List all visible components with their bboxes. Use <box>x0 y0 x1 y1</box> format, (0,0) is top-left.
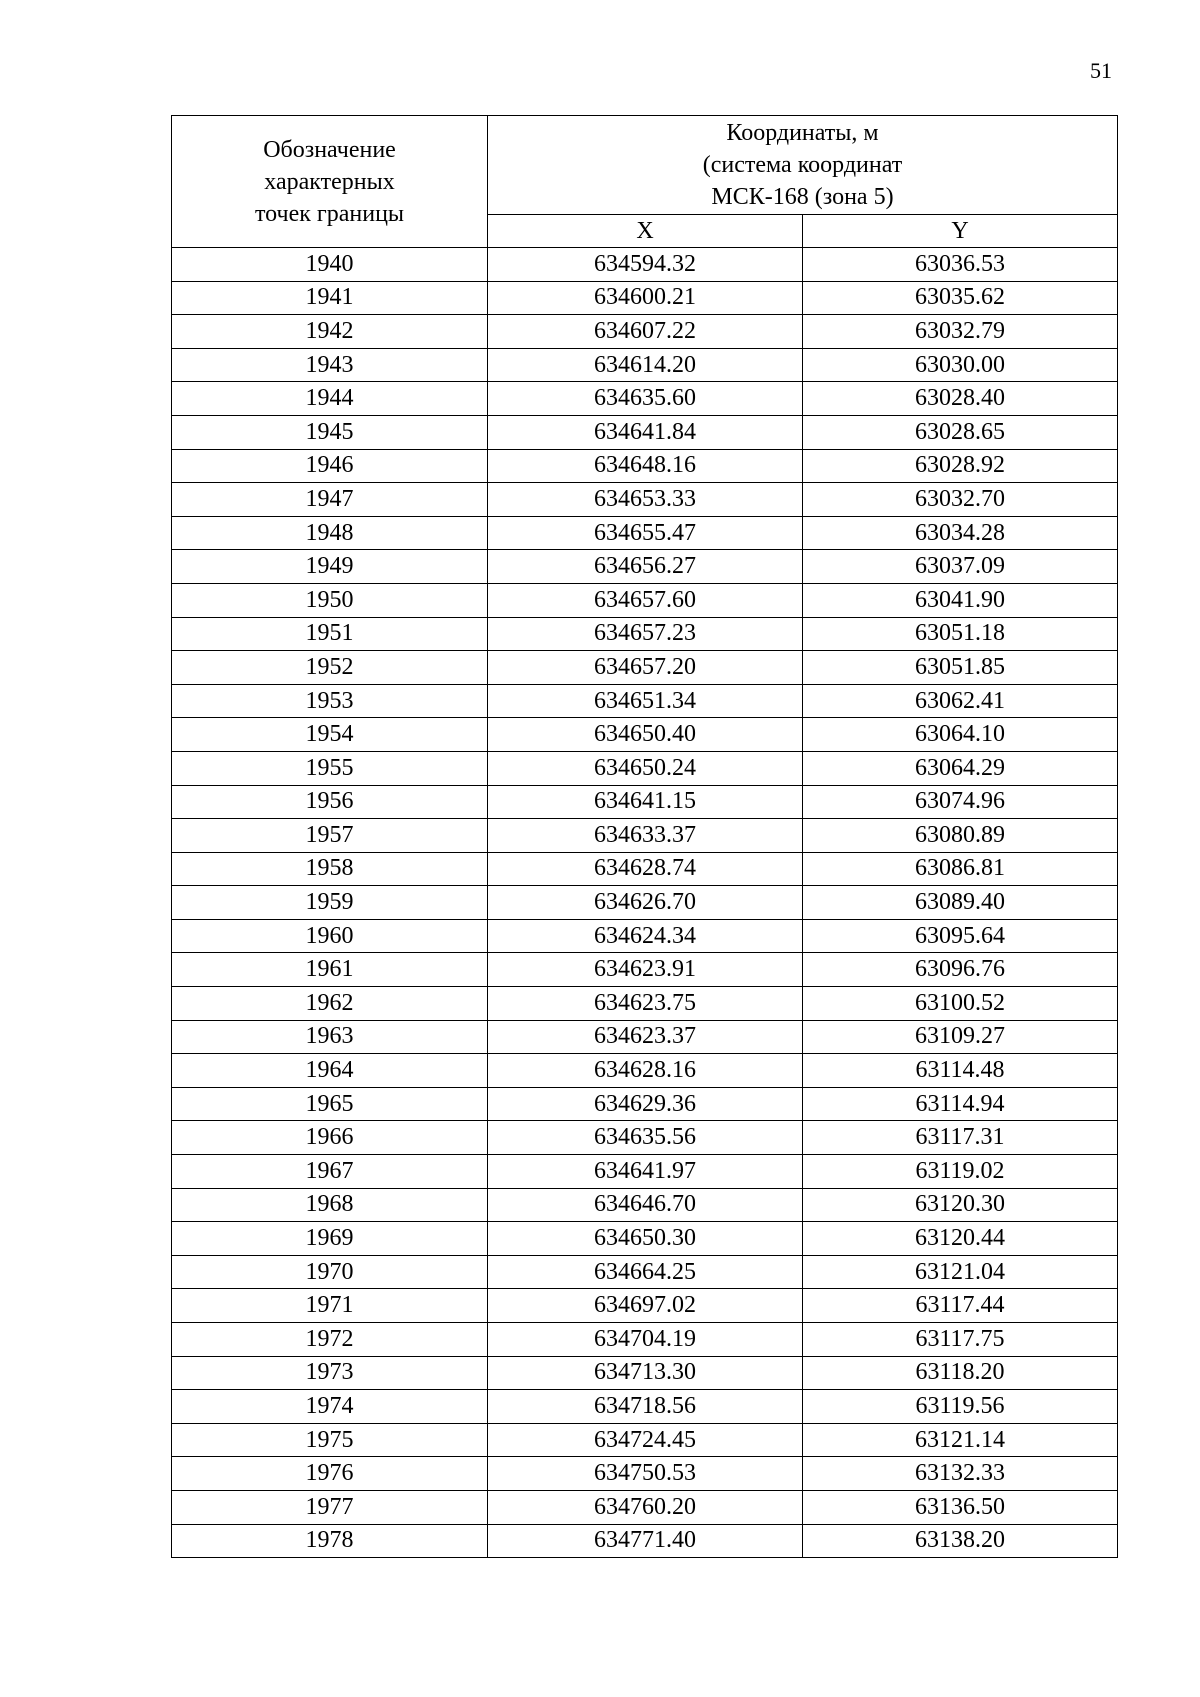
table-row <box>172 1356 1118 1390</box>
y-coordinate-cell: 63114.48 <box>803 1054 1118 1088</box>
y-coordinate-cell: 63120.44 <box>803 1222 1118 1256</box>
point-id-cell: 1972 <box>172 1323 488 1357</box>
x-coordinate-cell: 634628.74 <box>488 852 803 886</box>
table-row <box>172 1457 1118 1491</box>
point-id-cell: 1948 <box>172 516 488 550</box>
x-coordinate-cell: 634718.56 <box>488 1390 803 1424</box>
table-row <box>172 1255 1118 1289</box>
coordinates-header-line: МСК-168 (зона 5) <box>711 184 894 210</box>
y-coordinate-cell: 63062.41 <box>803 684 1118 718</box>
x-coordinate-cell: 634594.32 <box>488 248 803 282</box>
header-row-top <box>172 116 1118 215</box>
x-coordinate-cell: 634653.33 <box>488 483 803 517</box>
x-coordinate-cell: 634624.34 <box>488 919 803 953</box>
y-coordinate-cell: 63074.96 <box>803 785 1118 819</box>
table-row <box>172 751 1118 785</box>
table-row <box>172 382 1118 416</box>
point-id-cell: 1946 <box>172 449 488 483</box>
table-row <box>172 1087 1118 1121</box>
y-coordinate-cell: 63138.20 <box>803 1524 1118 1558</box>
table-row <box>172 819 1118 853</box>
x-coordinate-cell: 634635.56 <box>488 1121 803 1155</box>
table-row <box>172 1054 1118 1088</box>
point-id-cell: 1978 <box>172 1524 488 1558</box>
point-id-cell: 1971 <box>172 1289 488 1323</box>
y-coordinate-cell: 63028.40 <box>803 382 1118 416</box>
point-id-cell: 1967 <box>172 1155 488 1189</box>
point-id-cell: 1941 <box>172 281 488 315</box>
y-coordinate-cell: 63028.92 <box>803 449 1118 483</box>
point-id-cell: 1956 <box>172 785 488 819</box>
point-id-cell: 1966 <box>172 1121 488 1155</box>
table-row <box>172 550 1118 584</box>
table-body <box>172 248 1118 1558</box>
point-id-cell: 1959 <box>172 886 488 920</box>
table-header <box>172 116 1118 248</box>
table-row <box>172 953 1118 987</box>
x-coordinate-cell: 634623.37 <box>488 1020 803 1054</box>
x-coordinate-cell: 634600.21 <box>488 281 803 315</box>
y-coordinate-cell: 63136.50 <box>803 1490 1118 1524</box>
y-coordinate-cell: 63117.75 <box>803 1323 1118 1357</box>
point-id-cell: 1957 <box>172 819 488 853</box>
y-coordinate-cell: 63120.30 <box>803 1188 1118 1222</box>
table-row <box>172 886 1118 920</box>
x-coordinate-cell: 634650.40 <box>488 718 803 752</box>
point-id-cell: 1943 <box>172 348 488 382</box>
y-coordinate-cell: 63032.70 <box>803 483 1118 517</box>
coordinates-table <box>171 115 1118 1558</box>
table-row <box>172 617 1118 651</box>
table-row <box>172 348 1118 382</box>
x-coordinate-cell: 634650.24 <box>488 751 803 785</box>
x-coordinate-cell: 634704.19 <box>488 1323 803 1357</box>
point-id-cell: 1958 <box>172 852 488 886</box>
x-coordinate-cell: 634713.30 <box>488 1356 803 1390</box>
table-row <box>172 651 1118 685</box>
y-coordinate-cell: 63089.40 <box>803 886 1118 920</box>
table-row <box>172 1289 1118 1323</box>
point-id-cell: 1955 <box>172 751 488 785</box>
y-coordinate-cell: 63051.85 <box>803 651 1118 685</box>
table-row <box>172 1155 1118 1189</box>
point-id-cell: 1969 <box>172 1222 488 1256</box>
x-coordinate-cell: 634771.40 <box>488 1524 803 1558</box>
designation-header-line: характерных <box>264 168 395 195</box>
x-coordinate-cell: 634607.22 <box>488 315 803 349</box>
point-id-cell: 1960 <box>172 919 488 953</box>
designation-header-line: Обозначение <box>263 136 396 163</box>
coordinates-header <box>488 116 1118 215</box>
table-row <box>172 1020 1118 1054</box>
x-coordinate-cell: 634651.34 <box>488 684 803 718</box>
table-row <box>172 449 1118 483</box>
x-coordinate-cell: 634750.53 <box>488 1457 803 1491</box>
table-row <box>172 1524 1118 1558</box>
y-coordinate-cell: 63051.18 <box>803 617 1118 651</box>
x-coordinate-cell: 634655.47 <box>488 516 803 550</box>
table-row <box>172 483 1118 517</box>
point-id-cell: 1977 <box>172 1490 488 1524</box>
point-id-cell: 1961 <box>172 953 488 987</box>
y-coordinate-cell: 63117.31 <box>803 1121 1118 1155</box>
table-row <box>172 516 1118 550</box>
x-coordinate-cell: 634641.15 <box>488 785 803 819</box>
x-coordinate-cell: 634623.91 <box>488 953 803 987</box>
table-row <box>172 1490 1118 1524</box>
x-coordinate-cell: 634626.70 <box>488 886 803 920</box>
table-row <box>172 315 1118 349</box>
designation-header-line: точек границы <box>254 200 405 227</box>
y-coordinate-cell: 63035.62 <box>803 281 1118 315</box>
y-coordinate-cell: 63041.90 <box>803 583 1118 617</box>
y-coordinate-cell: 63086.81 <box>803 852 1118 886</box>
x-coordinate-cell: 634635.60 <box>488 382 803 416</box>
x-coordinate-cell: 634650.30 <box>488 1222 803 1256</box>
point-id-cell: 1970 <box>172 1255 488 1289</box>
y-coordinate-cell: 63064.10 <box>803 718 1118 752</box>
y-coordinate-cell: 63036.53 <box>803 248 1118 282</box>
table-row <box>172 583 1118 617</box>
point-id-cell: 1950 <box>172 583 488 617</box>
x-coordinate-cell: 634641.97 <box>488 1155 803 1189</box>
x-coordinate-cell: 634628.16 <box>488 1054 803 1088</box>
x-coordinate-cell: 634657.20 <box>488 651 803 685</box>
table-row <box>172 1188 1118 1222</box>
y-coordinate-cell: 63121.14 <box>803 1423 1118 1457</box>
table-row <box>172 1390 1118 1424</box>
table-row <box>172 785 1118 819</box>
y-coordinate-cell: 63095.64 <box>803 919 1118 953</box>
coordinates-header-line: (система координат <box>702 152 903 178</box>
x-coordinate-cell: 634614.20 <box>488 348 803 382</box>
x-coordinate-cell: 634646.70 <box>488 1188 803 1222</box>
point-id-cell: 1940 <box>172 248 488 282</box>
y-coordinate-cell: 63100.52 <box>803 987 1118 1021</box>
y-coordinate-cell: 63114.94 <box>803 1087 1118 1121</box>
y-coordinate-cell: 63132.33 <box>803 1457 1118 1491</box>
table-row <box>172 684 1118 718</box>
designation-header <box>172 116 488 248</box>
x-coordinate-cell: 634664.25 <box>488 1255 803 1289</box>
y-coordinate-cell: 63109.27 <box>803 1020 1118 1054</box>
point-id-cell: 1974 <box>172 1390 488 1424</box>
x-coordinate-cell: 634656.27 <box>488 550 803 584</box>
point-id-cell: 1975 <box>172 1423 488 1457</box>
x-coordinate-cell: 634641.84 <box>488 415 803 449</box>
table-row <box>172 1222 1118 1256</box>
y-coordinate-cell: 63119.02 <box>803 1155 1118 1189</box>
y-coordinate-cell: 63034.28 <box>803 516 1118 550</box>
point-id-cell: 1976 <box>172 1457 488 1491</box>
point-id-cell: 1945 <box>172 415 488 449</box>
y-coordinate-cell: 63118.20 <box>803 1356 1118 1390</box>
y-coordinate-cell: 63037.09 <box>803 550 1118 584</box>
x-coordinate-cell: 634633.37 <box>488 819 803 853</box>
x-coordinate-cell: 634657.60 <box>488 583 803 617</box>
point-id-cell: 1942 <box>172 315 488 349</box>
x-coordinate-cell: 634657.23 <box>488 617 803 651</box>
x-coordinate-cell: 634697.02 <box>488 1289 803 1323</box>
point-id-cell: 1963 <box>172 1020 488 1054</box>
point-id-cell: 1962 <box>172 987 488 1021</box>
y-coordinate-cell: 63096.76 <box>803 953 1118 987</box>
y-coordinate-cell: 63030.00 <box>803 348 1118 382</box>
point-id-cell: 1949 <box>172 550 488 584</box>
coordinates-header-line: Координаты, м <box>726 120 879 146</box>
table-row <box>172 1423 1118 1457</box>
point-id-cell: 1953 <box>172 684 488 718</box>
point-id-cell: 1954 <box>172 718 488 752</box>
point-id-cell: 1964 <box>172 1054 488 1088</box>
point-id-cell: 1968 <box>172 1188 488 1222</box>
point-id-cell: 1944 <box>172 382 488 416</box>
x-column-header: X <box>488 215 803 248</box>
y-coordinate-cell: 63080.89 <box>803 819 1118 853</box>
table-row <box>172 718 1118 752</box>
x-coordinate-cell: 634724.45 <box>488 1423 803 1457</box>
point-id-cell: 1951 <box>172 617 488 651</box>
y-coordinate-cell: 63117.44 <box>803 1289 1118 1323</box>
x-coordinate-cell: 634629.36 <box>488 1087 803 1121</box>
x-coordinate-cell: 634623.75 <box>488 987 803 1021</box>
x-coordinate-cell: 634648.16 <box>488 449 803 483</box>
point-id-cell: 1947 <box>172 483 488 517</box>
table-row <box>172 919 1118 953</box>
y-coordinate-cell: 63119.56 <box>803 1390 1118 1424</box>
y-coordinate-cell: 63032.79 <box>803 315 1118 349</box>
table-row <box>172 1121 1118 1155</box>
table-row <box>172 1323 1118 1357</box>
y-coordinate-cell: 63121.04 <box>803 1255 1118 1289</box>
table-row <box>172 987 1118 1021</box>
point-id-cell: 1965 <box>172 1087 488 1121</box>
y-coordinate-cell: 63028.65 <box>803 415 1118 449</box>
table-row <box>172 415 1118 449</box>
point-id-cell: 1973 <box>172 1356 488 1390</box>
table-row <box>172 852 1118 886</box>
x-coordinate-cell: 634760.20 <box>488 1490 803 1524</box>
y-column-header: Y <box>803 215 1118 248</box>
y-coordinate-cell: 63064.29 <box>803 751 1118 785</box>
page-number: 51 <box>1090 58 1112 83</box>
table-row <box>172 281 1118 315</box>
table-row <box>172 248 1118 282</box>
point-id-cell: 1952 <box>172 651 488 685</box>
